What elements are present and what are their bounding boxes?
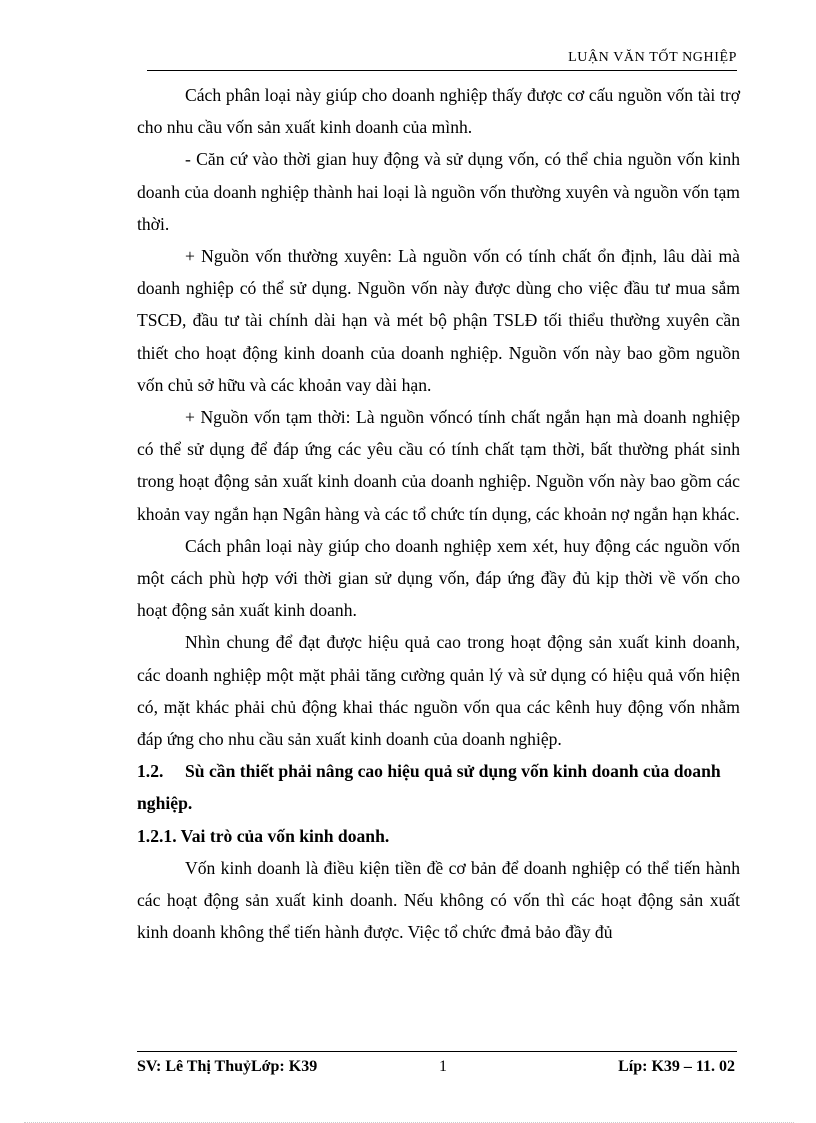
paragraph: Nhìn chung để đạt được hiệu quả cao trong hoạt động sản xuất kinh doanh, các doanh nghiệp một mặt phải tăng cường quản lý và sử dụng có hiệu quả vốn hiện có, mặt khác phải chủ động khai thác nguồn vốn qua các kênh huy động vốn nhằm đáp ứng cho nhu cầu sản xuất kinh doanh của doanh nghiệp. bbox=[137, 632, 740, 750]
footer-divider bbox=[137, 1051, 737, 1052]
section-heading bbox=[137, 755, 740, 819]
section-number: 1.2. bbox=[137, 761, 164, 782]
page-body bbox=[137, 79, 740, 948]
paragraph: Cách phân loại này giúp cho doanh nghiệp thấy được cơ cấu nguồn vốn tài trợ cho nhu cầu vốn sản xuất kinh doanh của mình. bbox=[137, 85, 740, 138]
page-header bbox=[147, 46, 737, 71]
paragraph: + Nguồn vốn thường xuyên: Là nguồn vốn có tính chất ổn định, lâu dài mà doanh nghiệp có thể sử dụng. Nguồn vốn này được dùng cho việc đầu tư mua sắm TSCĐ, đầu tư tài chính dài hạn và mét bộ phận TSLĐ tối thiểu thường xuyên cần thiết cho hoạt động kinh doanh của doanh nghiệp. Nguồn vốn này bao gồm nguồn vốn chủ sở hữu và các khoản vay dài hạn. bbox=[137, 246, 740, 395]
section-title: Sù cần thiết phải nâng cao hiệu quả sử dụng vốn kinh doanh của doanh nghiệp. bbox=[137, 761, 721, 814]
footer-student: SV: Lê Thị ThuỷLớp: K39 bbox=[137, 1058, 318, 1075]
page-number: 1 bbox=[439, 1058, 447, 1075]
paragraph: Vốn kinh doanh là điều kiện tiền đề cơ bản để doanh nghiệp có thể tiến hành các hoạt động sản xuất kinh doanh. Nếu không có vốn thì các hoạt động sản xuất kinh doanh không thể tiến hành được. Việc tổ chức đmả bảo đầy đủ bbox=[137, 857, 740, 943]
header-title: LUẬN VĂN TỐT NGHIỆP bbox=[568, 50, 737, 65]
page-footer bbox=[137, 1055, 737, 1079]
paragraph: + Nguồn vốn tạm thời: Là nguồn vốncó tính chất ngắn hạn mà doanh nghiệp có thể sử dụng để đáp ứng các yêu cầu có tính chất tạm thời, bất thường phát sinh trong hoạt động sản xuất kinh doanh của doanh nghiệp. Nguồn vốn này bao gồm các khoản vay ngắn hạn Ngân hàng và các tổ chức tín dụng, các khoản nợ ngắn hạn khác. bbox=[137, 407, 740, 524]
paragraph: Cách phân loại này giúp cho doanh nghiệp xem xét, huy động các nguồn vốn một cách phù hợp với thời gian sử dụng vốn, đáp ứng đầy đủ kịp thời về vốn cho hoạt động sản xuất kinh doanh. bbox=[137, 535, 740, 621]
paragraph: - Căn cứ vào thời gian huy động và sử dụng vốn, có thể chia nguồn vốn kinh doanh của doanh nghiệp thành hai loại là nguồn vốn thường xuyên và nguồn vốn tạm thời. bbox=[137, 149, 740, 234]
subsection-heading: 1.2.1. Vai trò của vốn kinh doanh. bbox=[137, 825, 390, 846]
footer-class: Líp: K39 – 11. 02 bbox=[618, 1058, 735, 1075]
